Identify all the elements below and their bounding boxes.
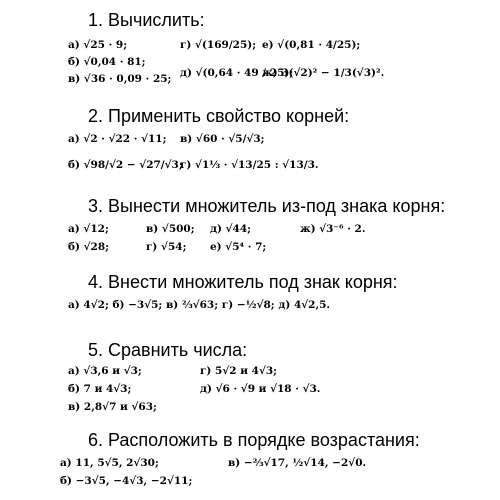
s5-item-d: д) √6 · √9 и √18 · √3. bbox=[200, 383, 321, 395]
s3-item-zh: ж) √3⁻⁶ · 2. bbox=[300, 223, 366, 235]
s5-item-b: б) 7 и 4√3; bbox=[68, 383, 132, 395]
s1-item-b: б) √0,04 · 81; bbox=[68, 56, 146, 68]
section-4-title: 4. Внести множитель под знак корня: bbox=[88, 272, 398, 292]
s3-item-g: г) √54; bbox=[146, 241, 187, 253]
section-6-title: 6. Расположить в порядке возрастания: bbox=[88, 430, 420, 450]
s6-item-v: в) −⅔√17, ½√14, −2√0. bbox=[228, 457, 367, 469]
s5-item-v: в) 2,8√7 и √63; bbox=[68, 401, 157, 413]
s2-item-b: б) √98/√2 − √27/√3; bbox=[68, 159, 183, 171]
s4-items: а) 4√2; б) −3√5; в) ⅔√63; г) −½√8; д) 4√2,5. bbox=[68, 299, 331, 311]
s2-item-v: в) √60 · √5/√3; bbox=[180, 133, 265, 145]
s6-item-a: а) 11, 5√5, 2√30; bbox=[60, 457, 159, 469]
s1-item-d: д) √(0,64 · 49 / 25); bbox=[180, 67, 294, 79]
s6-item-b: б) −3√5, −4√3, −2√11; bbox=[60, 475, 193, 487]
s1-item-a: а) √25 · 9; bbox=[68, 39, 128, 51]
s1-item-g: г) √(169/25); bbox=[180, 39, 257, 51]
s3-item-a: а) √12; bbox=[68, 223, 109, 235]
s5-item-g: г) 5√2 и 4√3; bbox=[200, 365, 278, 377]
s1-item-zh: ж) 3(√2)² − 1/3(√3)². bbox=[262, 67, 385, 79]
section-1-title: 1. Вычислить: bbox=[88, 10, 205, 30]
s3-item-v: в) √500; bbox=[146, 223, 195, 235]
s3-item-e: е) √5⁴ · 7; bbox=[210, 241, 267, 253]
s5-item-a: а) √3,6 и √3; bbox=[68, 365, 142, 377]
s2-item-g: г) √1⅓ · √13/25 : √13/3. bbox=[180, 159, 319, 171]
s3-item-b: б) √28; bbox=[68, 241, 110, 253]
section-5-title: 5. Сравнить числа: bbox=[88, 340, 248, 360]
s1-item-e: е) √(0,81 · 4/25); bbox=[262, 39, 361, 51]
s2-item-a: а) √2 · √22 · √11; bbox=[68, 133, 167, 145]
section-3-title: 3. Вынести множитель из-под знака корня: bbox=[88, 196, 446, 216]
s3-item-d: д) √44; bbox=[210, 223, 252, 235]
section-2-title: 2. Применить свойство корней: bbox=[88, 106, 350, 126]
s1-item-v: в) √36 · 0,09 · 25; bbox=[68, 73, 172, 85]
